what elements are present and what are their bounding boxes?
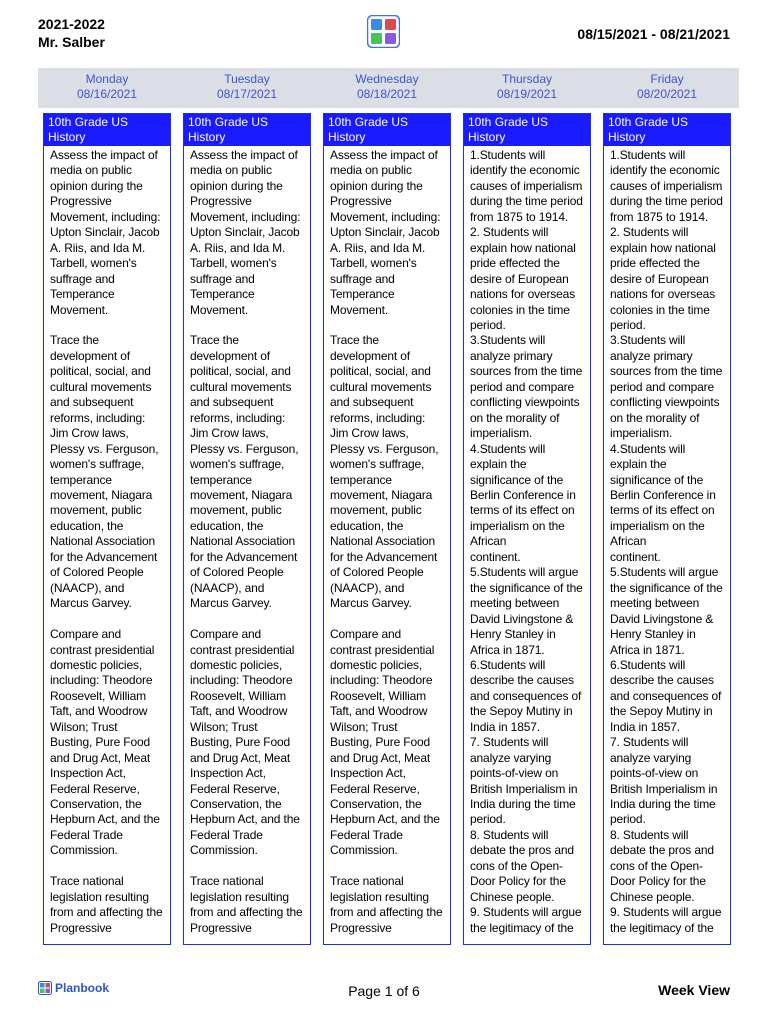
day-header-thursday[interactable]	[463, 72, 591, 102]
course-title[interactable]: 10th Grade US History	[44, 114, 170, 146]
course-title[interactable]: 10th Grade US History	[324, 114, 450, 146]
lesson-card-friday[interactable]	[603, 113, 731, 945]
course-title[interactable]: 10th Grade US History	[184, 114, 310, 146]
day-header-tuesday[interactable]	[183, 72, 311, 102]
teacher-name: Mr. Salber	[38, 34, 105, 50]
lesson-text: 1.Students will identify the economic causes of imperialism during the time period from 1875 to 1914. 2. Students will explain how national pride effected the desire of European nations for overseas colonies in the time period. 3.Students will analyze primary sources from the time period and compare conflicting viewpoints on the morality of imperialism. 4.Students will explain the significance of the Berlin Conference in terms of its effect on imperialism on the African continent. 5.Students will argue the significance of the meeting between David Livingstone & Henry Stanley in Africa in 1871. 6.Students will describe the causes and consequences of the Sepoy Mutiny in India in 1857. 7. Students will analyze varying points-of-view on British Imperialism in India during the time period. 8. Students will debate the pros and cons of the Open- Door Policy for the Chinese people. 9. Students will argue the legitimacy of the	[610, 148, 723, 935]
lesson-card-monday[interactable]	[43, 113, 171, 945]
day-date: 08/17/2021	[216, 87, 278, 101]
page-number: Page 1 of 6	[348, 983, 420, 999]
lesson-card-tuesday[interactable]	[183, 113, 311, 945]
header-info	[38, 15, 105, 51]
lesson-text: 1.Students will identify the economic causes of imperialism during the time period from 1875 to 1914. 2. Students will explain how national pride effected the desire of European nations for overseas colonies in the time period. 3.Students will analyze primary sources from the time period and compare conflicting viewpoints on the morality of imperialism. 4.Students will explain the significance of the Berlin Conference in terms of its effect on imperialism on the African continent. 5.Students will argue the significance of the meeting between David Livingstone & Henry Stanley in Africa in 1871. 6.Students will describe the causes and consequences of the Sepoy Mutiny in India in 1857. 7. Students will analyze varying points-of-view on British Imperialism in India during the time period. 8. Students will debate the pros and cons of the Open- Door Policy for the Chinese people. 9. Students will argue the legitimacy of the	[470, 148, 583, 935]
day-name: Monday	[85, 72, 129, 86]
day-header-friday[interactable]	[603, 72, 731, 102]
date-range: 08/15/2021 - 08/21/2021	[577, 26, 730, 42]
day-name: Friday	[650, 72, 684, 86]
day-date: 08/16/2021	[76, 87, 138, 101]
day-header-bar	[38, 68, 739, 108]
day-date: 08/19/2021	[496, 87, 558, 101]
lesson-card-thursday[interactable]	[463, 113, 591, 945]
day-header-monday[interactable]	[43, 72, 171, 102]
course-title[interactable]: 10th Grade US History	[464, 114, 590, 146]
day-name: Wednesday	[355, 72, 419, 86]
lesson-text: Assess the impact of media on public opinion during the Progressive Movement, including: Upton Sinclair, Jacob A. Riis, and Ida M. Tarbell, women's suffrage and Temperance Movement. Trace the development of political, social, and cultural movements and subsequent reforms, including: Jim Crow laws, Plessy vs. Ferguson, women's suffrage, temperance movement, Niagara movement, public education, the National Association for the Advancement of Colored People (NAACP), and Marcus Garvey. Compare and contrast presidential domestic policies, including: Theodore Roosevelt, William Taft, and Woodrow Wilson; Trust Busting, Pure Food and Drug Act, Meat Inspection Act, Federal Reserve, Conservation, the Hepburn Act, and the Federal Trade Commission. Trace national legislation resulting from and affecting the Progressive	[50, 148, 163, 935]
day-date: 08/20/2021	[636, 87, 698, 101]
lesson-text: Assess the impact of media on public opinion during the Progressive Movement, including: Upton Sinclair, Jacob A. Riis, and Ida M. Tarbell, women's suffrage and Temperance Movement. Trace the development of political, social, and cultural movements and subsequent reforms, including: Jim Crow laws, Plessy vs. Ferguson, women's suffrage, temperance movement, Niagara movement, public education, the National Association for the Advancement of Colored People (NAACP), and Marcus Garvey. Compare and contrast presidential domestic policies, including: Theodore Roosevelt, William Taft, and Woodrow Wilson; Trust Busting, Pure Food and Drug Act, Meat Inspection Act, Federal Reserve, Conservation, the Hepburn Act, and the Federal Trade Commission. Trace national legislation resulting from and affecting the Progressive	[330, 148, 443, 935]
day-header-wednesday[interactable]	[323, 72, 451, 102]
brand-label: Planbook	[55, 981, 110, 995]
lesson-text: Assess the impact of media on public opinion during the Progressive Movement, including: Upton Sinclair, Jacob A. Riis, and Ida M. Tarbell, women's suffrage and Temperance Movement. Trace the development of political, social, and cultural movements and subsequent reforms, including: Jim Crow laws, Plessy vs. Ferguson, women's suffrage, temperance movement, Niagara movement, public education, the National Association for the Advancement of Colored People (NAACP), and Marcus Garvey. Compare and contrast presidential domestic policies, including: Theodore Roosevelt, William Taft, and Woodrow Wilson; Trust Busting, Pure Food and Drug Act, Meat Inspection Act, Federal Reserve, Conservation, the Hepburn Act, and the Federal Trade Commission. Trace national legislation resulting from and affecting the Progressive	[190, 148, 303, 935]
day-name: Tuesday	[224, 72, 270, 86]
planbook-grid-icon	[367, 15, 400, 48]
school-year: 2021-2022	[38, 16, 105, 32]
day-name: Thursday	[501, 72, 553, 86]
view-label: Week View	[658, 982, 730, 998]
day-date: 08/18/2021	[356, 87, 418, 101]
lesson-card-wednesday[interactable]	[323, 113, 451, 945]
course-title[interactable]: 10th Grade US History	[604, 114, 730, 146]
